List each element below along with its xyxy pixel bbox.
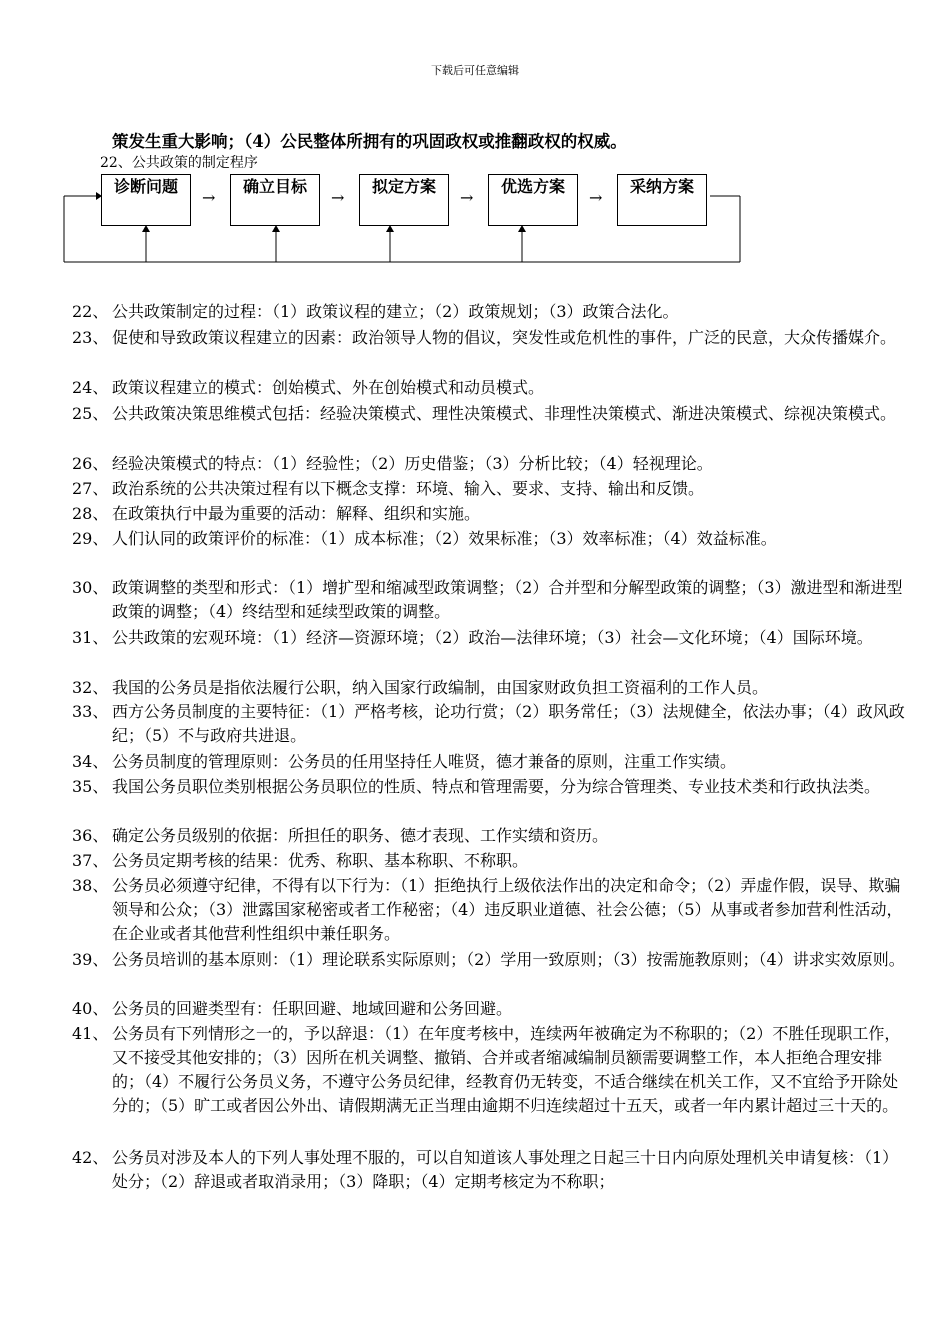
flow-box-diagnose: 诊断问题	[101, 174, 191, 226]
list-item: 35、 我国公务员职位类别根据公务员职位的性质、特点和管理需要，分为综合管理类、专业技术类和行政执法类。	[72, 777, 881, 796]
flow-box-draft-plan: 拟定方案	[359, 174, 449, 226]
flow-box-select-plan: 优选方案	[488, 174, 578, 226]
list-item: 42、 公务员对涉及本人的下列人事处理不服的，可以自知道该人事处理之日起三十日内向原处理机关申请复核：（1）处分；（2）辞退或者取消录用；（3）降职；（4）定期考核定为不称职；	[72, 1148, 899, 1191]
list-item: 23、 促使和导致政策议程建立的因素：政治领导人物的倡议，突发性或危机性的事件，广泛的民意，大众传播媒介。	[72, 328, 897, 347]
flow-title: 22、公共政策的制定程序	[100, 155, 258, 171]
flow-box-adopt-plan: 采纳方案	[617, 174, 707, 226]
list-item: 27、 政治系统的公共决策过程有以下概念支撑：环境、输入、要求、支持、输出和反馈。	[72, 479, 705, 498]
flow-arrow: →	[331, 188, 345, 207]
list-item: 39、 公务员培训的基本原则：（1）理论联系实际原则；（2）学用一致原则；（3）按需施教原则；（4）讲求实效原则。	[72, 950, 905, 969]
list-item: 40、 公务员的回避类型有：任职回避、地域回避和公务回避。	[72, 999, 513, 1018]
list-item: 28、 在政策执行中最为重要的活动：解释、组织和实施。	[72, 504, 481, 523]
list-item: 37、 公务员定期考核的结果：优秀、称职、基本称职、不称职。	[72, 851, 529, 870]
flow-box-set-goal: 确立目标	[230, 174, 320, 226]
list-item: 24、 政策议程建立的模式：创始模式、外在创始模式和动员模式。	[72, 378, 545, 397]
flow-arrow: →	[202, 188, 216, 207]
flow-arrow: →	[460, 188, 474, 207]
flow-diagram-lines	[0, 0, 950, 300]
list-item: 38、 公务员必须遵守纪律，不得有以下行为：（1）拒绝执行上级依法作出的决定和命令；（2）弄虚作假，误导、欺骗领导和公众；（3）泄露国家秘密或者工作秘密；（4）违反职业道德、社会公德；（5）从事或者参加营利性活动，在企业或者其他营利性组织中兼任职务。	[72, 876, 903, 943]
list-item: 33、 西方公务员制度的主要特征：（1）严格考核，论功行赏；（2）职务常任；（3）法规健全，依法办事；（4）政风政纪；（5）不与政府共进退。	[72, 702, 905, 745]
lead-line: 策发生重大影响；（4）公民整体所拥有的巩固政权或推翻政权的权威。	[112, 132, 627, 151]
list-item: 30、 政策调整的类型和形式：（1）增扩型和缩减型政策调整；（2）合并型和分解型政策的调整；（3）激进型和渐进型政策的调整；（4）终结型和延续型政策的调整。	[72, 578, 903, 621]
list-item: 31、 公共政策的宏观环境：（1）经济—资源环境；（2）政治—法律环境；（3）社会—文化环境；（4）国际环境。	[72, 628, 873, 647]
flow-arrow: →	[589, 188, 603, 207]
list-item: 29、 人们认同的政策评价的标准：（1）成本标准；（2）效果标准；（3）效率标准；（4）效益标准。	[72, 529, 777, 548]
list-item: 34、 公务员制度的管理原则：公务员的任用坚持任人唯贤，德才兼备的原则，注重工作实绩。	[72, 752, 737, 771]
list-item: 32、 我国的公务员是指依法履行公职，纳入国家行政编制，由国家财政负担工资福利的工作人员。	[72, 678, 769, 697]
page-header: 下载后可任意编辑	[431, 64, 519, 77]
list-item: 36、 确定公务员级别的依据：所担任的职务、德才表现、工作实绩和资历。	[72, 826, 609, 845]
list-item: 41、 公务员有下列情形之一的，予以辞退：（1）在年度考核中，连续两年被确定为不称职的；（2）不胜任现职工作，又不接受其他安排的；（3）因所在机关调整、撤销、合并或者缩减编制员额需要调整工作，本人拒绝合理安排的；（4）不履行公务员义务，不遵守公务员纪律，经教育仍无转变，不适合继续在机关工作，又不宜给予开除处分的；（5）旷工或者因公外出、请假期满无正当理由逾期不归连续超过十五天，或者一年内累计超过三十天的。	[72, 1024, 901, 1115]
list-item: 26、 经验决策模式的特点：（1）经验性；（2）历史借鉴；（3）分析比较；（4）轻视理论。	[72, 454, 713, 473]
list-item: 25、 公共政策决策思维模式包括：经验决策模式、理性决策模式、非理性决策模式、渐进决策模式、综视决策模式。	[72, 404, 897, 423]
list-item: 22、 公共政策制定的过程：（1）政策议程的建立；（2）政策规划；（3）政策合法化。	[72, 302, 679, 321]
